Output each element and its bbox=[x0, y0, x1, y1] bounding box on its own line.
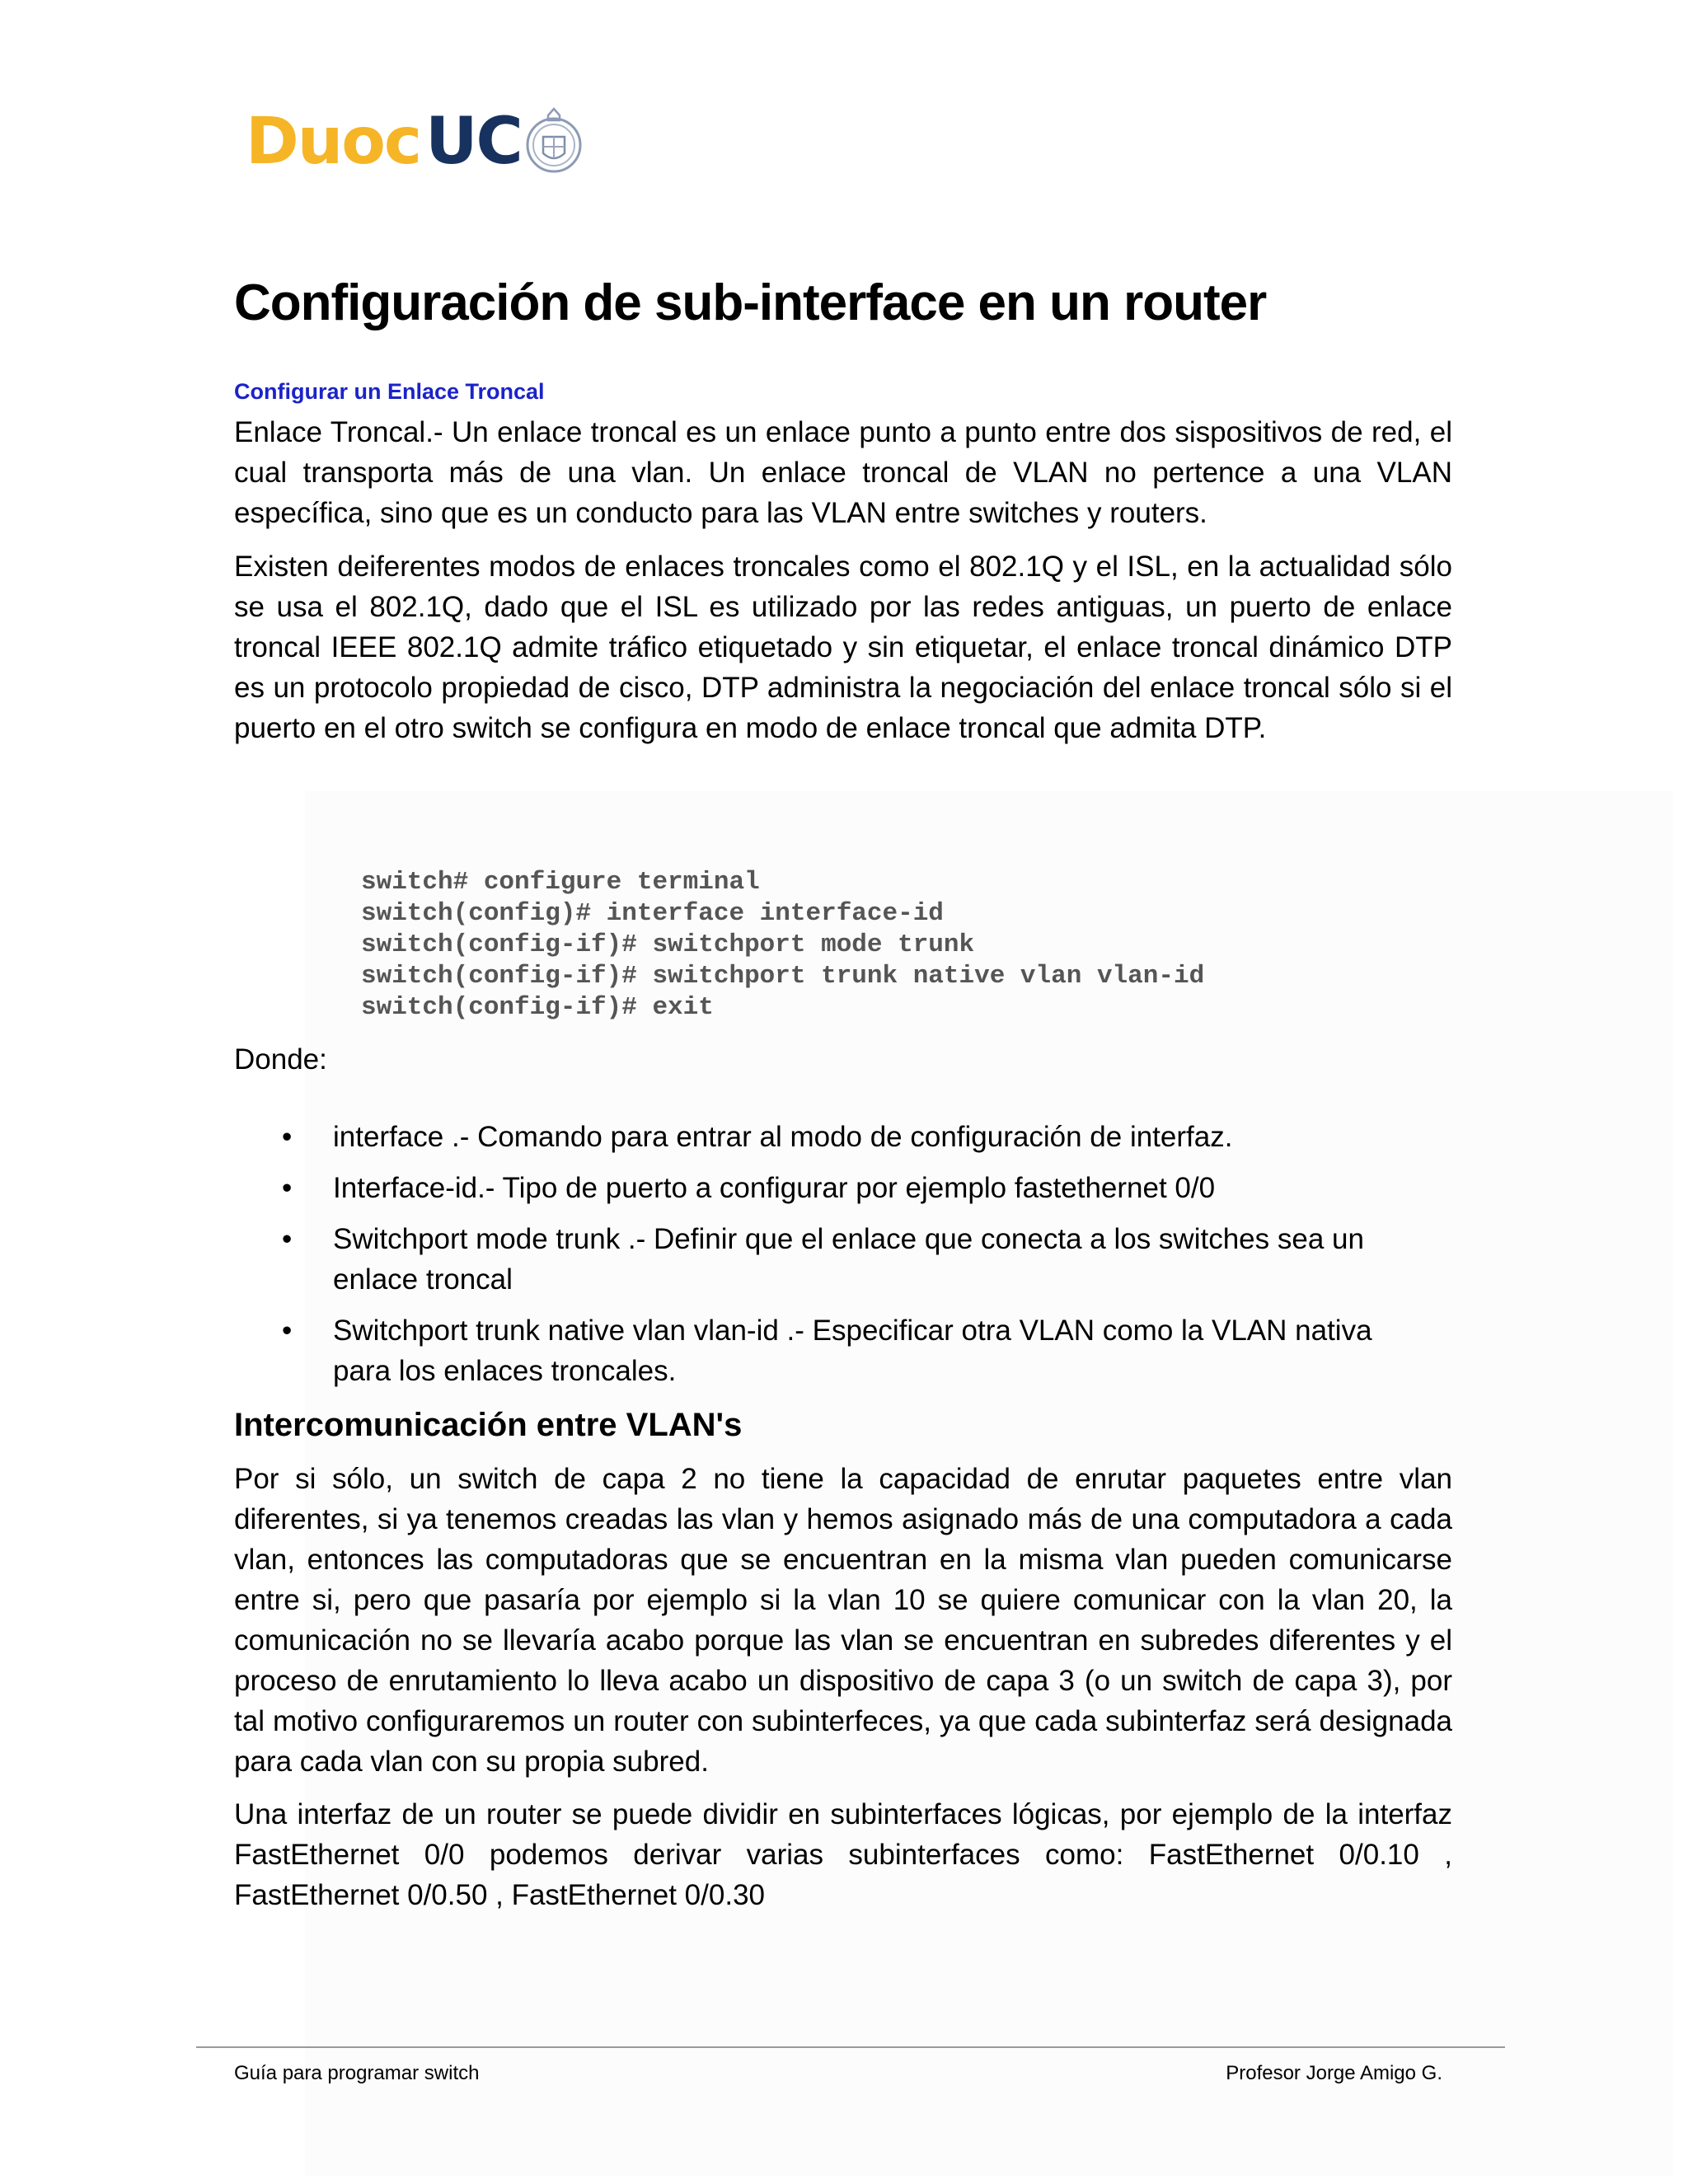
university-seal-icon bbox=[523, 105, 584, 178]
definitions-list bbox=[234, 1117, 1452, 1402]
list-item bbox=[234, 1117, 1452, 1157]
code-line: switch# configure terminal bbox=[361, 868, 760, 897]
list-item-text: Interface-id.- Tipo de puerto a configurar por ejemplo fastethernet 0/0 bbox=[333, 1172, 1216, 1204]
logo-uc-text: UC bbox=[425, 105, 522, 179]
list-item bbox=[234, 1219, 1452, 1300]
logo-duoc-text: Duoc bbox=[246, 105, 421, 179]
paragraph-subinterfaces: Una interfaz de un router se puede dividir en subinterfaces lógicas, por ejemplo de la interfaz FastEthernet 0/0 podemos derivar varias subinterfaces como: FastEthernet 0/0.10 , FastEthernet 0/0.50 , FastEthernet 0/0.30 bbox=[234, 1798, 1452, 1911]
list-item-text: interface .- Comando para entrar al modo de configuración de interfaz. bbox=[333, 1121, 1233, 1153]
code-line: switch(config-if)# switchport mode trunk bbox=[361, 930, 975, 959]
list-item bbox=[234, 1168, 1452, 1208]
section-heading-intercomunicacion: Intercomunicación entre VLAN's bbox=[234, 1407, 743, 1443]
bullet-icon: • bbox=[282, 1223, 293, 1255]
bullet-icon: • bbox=[282, 1315, 293, 1347]
code-line: switch(config)# interface interface-id bbox=[361, 899, 944, 928]
code-line: switch(config-if)# exit bbox=[361, 993, 714, 1022]
list-item-text: Switchport trunk native vlan vlan-id .- Especificar otra VLAN como la VLAN nativa para los enlaces troncales. bbox=[333, 1315, 1372, 1387]
list-item-text: Switchport mode trunk .- Definir que el enlace que conecta a los switches sea un enlace troncal bbox=[333, 1223, 1364, 1296]
bullet-icon: • bbox=[282, 1172, 293, 1204]
bullet-icon: • bbox=[282, 1121, 293, 1153]
footer-right-text: Profesor Jorge Amigo G. bbox=[1226, 2062, 1442, 2084]
code-block bbox=[361, 867, 1204, 1024]
paragraph-intercomunicacion: Por si sólo, un switch de capa 2 no tiene la capacidad de enrutar paquetes entre vlan diferentes, si ya tenemos creadas las vlan y hemos asignado más de una computadora a cada vlan, entonces las computadoras que se encuentran en la misma vlan pueden comunicarse entre si, pero que pasaría por ejemplo si la vlan 10 se quiere comunicar con la vlan 20, la comunicación no se llevaría acabo porque las vlan se encuentran en subredes diferentes y el proceso de enrutamiento lo lleva acabo un dispositivo de capa 3 (o un switch de capa 3), por tal motivo configuraremos un router con subinterfeces, ya que cada subinterfaz será designada para cada vlan con su propia subred. bbox=[234, 1463, 1452, 1778]
donde-label: Donde: bbox=[234, 1043, 327, 1076]
list-item bbox=[234, 1310, 1452, 1391]
footer-divider bbox=[196, 2046, 1505, 2048]
code-line: switch(config-if)# switchport trunk native vlan vlan-id bbox=[361, 962, 1205, 991]
page-title: Configuración de sub-interface en un router bbox=[234, 274, 1267, 331]
section-label-enlace-troncal: Configurar un Enlace Troncal bbox=[234, 379, 545, 404]
footer-left-text: Guía para programar switch bbox=[234, 2062, 480, 2084]
duocuc-logo bbox=[246, 101, 584, 183]
paragraph-modos-enlace: Existen deiferentes modos de enlaces troncales como el 802.1Q y el ISL, en la actualidad sólo se usa el 802.1Q, dado que el ISL es utilizado por las redes antiguas, un puerto de enlace troncal IEEE 802.1Q admite tráfico etiquetado y sin etiquetar, el enlace troncal dinámico DTP es un protocolo propiedad de cisco, DTP administra la negociación del enlace troncal sólo si el puerto en el otro switch se configura en modo de enlace troncal que admita DTP. bbox=[234, 551, 1452, 744]
paragraph-enlace-troncal: Enlace Troncal.- Un enlace troncal es un enlace punto a punto entre dos sispositivos de red, el cual transporta más de una vlan. Un enlace troncal de VLAN no pertence a una VLAN específica, sino que es un conducto para las VLAN entre switches y routers. bbox=[234, 416, 1452, 529]
